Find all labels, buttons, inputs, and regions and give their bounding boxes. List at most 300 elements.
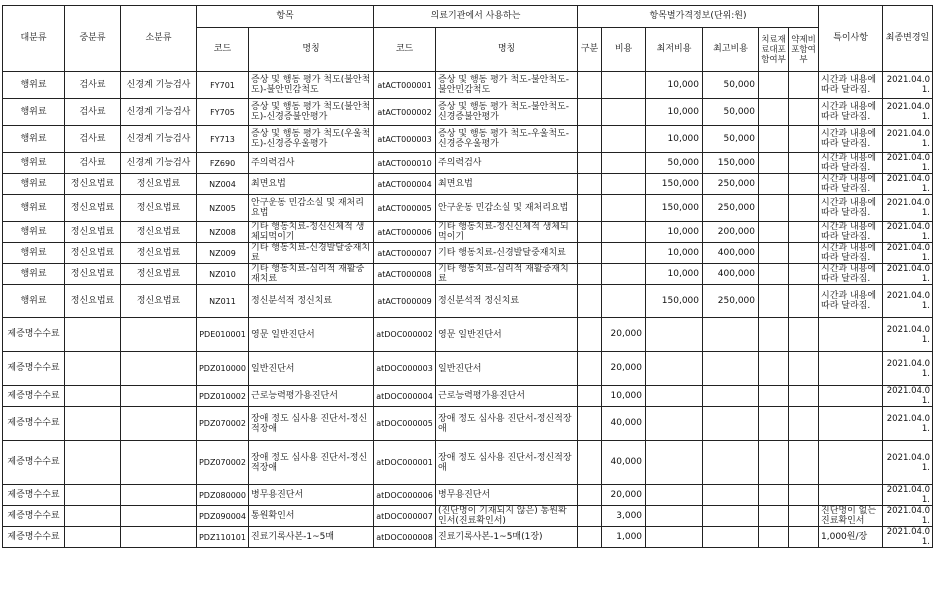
name-cell: 안구운동 민감소실 및 재처리요법 bbox=[249, 195, 374, 222]
last-modified-cell: 2021.04.01. bbox=[883, 407, 933, 441]
code-cell: NZ005 bbox=[197, 195, 249, 222]
middle-category-cell: 검사료 bbox=[65, 99, 121, 126]
name-cell: 최면요법 bbox=[249, 174, 374, 195]
code-cell: NZ010 bbox=[197, 264, 249, 285]
material-included-cell bbox=[759, 99, 789, 126]
remarks-cell: 시간과 내용에 따라 달라짐. bbox=[819, 174, 883, 195]
major-category-cell: 행위료 bbox=[3, 174, 65, 195]
max-cost-cell: 50,000 bbox=[703, 99, 759, 126]
remarks-cell: 시간과 내용에 따라 달라짐. bbox=[819, 264, 883, 285]
division-cell bbox=[578, 386, 602, 407]
inst-code-cell: atDOC000008 bbox=[374, 527, 436, 548]
drug-included-cell bbox=[789, 222, 819, 243]
material-included-cell bbox=[759, 222, 789, 243]
division-cell bbox=[578, 72, 602, 99]
table-row bbox=[3, 506, 933, 527]
max-cost-cell: 250,000 bbox=[703, 285, 759, 318]
minor-category-cell bbox=[121, 407, 197, 441]
division-cell bbox=[578, 318, 602, 352]
minor-category-cell: 정신요법료 bbox=[121, 243, 197, 264]
middle-category-cell: 정신요법료 bbox=[65, 174, 121, 195]
last-modified-cell: 2021.04.01. bbox=[883, 222, 933, 243]
inst-code-cell: atACT000002 bbox=[374, 99, 436, 126]
division-cell bbox=[578, 441, 602, 485]
inst-code-cell: atDOC000001 bbox=[374, 441, 436, 485]
header-division: 구분 bbox=[578, 28, 602, 72]
remarks-cell: 진단명이 없는 진료확인서 bbox=[819, 506, 883, 527]
min-cost-cell bbox=[646, 527, 703, 548]
table-row bbox=[3, 243, 933, 264]
last-modified-cell: 2021.04.01. bbox=[883, 506, 933, 527]
material-included-cell bbox=[759, 318, 789, 352]
material-included-cell bbox=[759, 386, 789, 407]
division-cell bbox=[578, 527, 602, 548]
major-category-cell: 행위료 bbox=[3, 285, 65, 318]
material-included-cell bbox=[759, 264, 789, 285]
drug-included-cell bbox=[789, 72, 819, 99]
inst-code-cell: atDOC000006 bbox=[374, 485, 436, 506]
remarks-cell bbox=[819, 441, 883, 485]
name-cell: 증상 및 행동 평가 척도(우울척도)-신경증우울평가 bbox=[249, 126, 374, 153]
name-cell: 기타 행동치료-정신신체적 생체되먹이기 bbox=[249, 222, 374, 243]
last-modified-cell: 2021.04.01. bbox=[883, 243, 933, 264]
code-cell: FY701 bbox=[197, 72, 249, 99]
min-cost-cell: 150,000 bbox=[646, 285, 703, 318]
inst-name-cell: 근로능력평가용진단서 bbox=[436, 386, 578, 407]
remarks-cell: 시간과 내용에 따라 달라짐. bbox=[819, 72, 883, 99]
table-row bbox=[3, 386, 933, 407]
minor-category-cell bbox=[121, 441, 197, 485]
max-cost-cell: 200,000 bbox=[703, 222, 759, 243]
header-max-cost: 최고비용 bbox=[703, 28, 759, 72]
drug-included-cell bbox=[789, 441, 819, 485]
minor-category-cell: 정신요법료 bbox=[121, 285, 197, 318]
table-row bbox=[3, 222, 933, 243]
inst-name-cell: 증상 및 행동 평가 척도-불안척도-불안민감척도 bbox=[436, 72, 578, 99]
drug-included-cell bbox=[789, 527, 819, 548]
cost-cell: 1,000 bbox=[602, 527, 646, 548]
inst-code-cell: atDOC000003 bbox=[374, 352, 436, 386]
name-cell: 일반진단서 bbox=[249, 352, 374, 386]
minor-category-cell bbox=[121, 386, 197, 407]
minor-category-cell: 신경계 기능검사 bbox=[121, 99, 197, 126]
cost-cell: 20,000 bbox=[602, 485, 646, 506]
drug-included-cell bbox=[789, 485, 819, 506]
remarks-cell: 시간과 내용에 따라 달라짐. bbox=[819, 243, 883, 264]
minor-category-cell bbox=[121, 506, 197, 527]
last-modified-cell: 2021.04.01. bbox=[883, 153, 933, 174]
minor-category-cell: 신경계 기능검사 bbox=[121, 153, 197, 174]
remarks-cell: 시간과 내용에 따라 달라짐. bbox=[819, 99, 883, 126]
division-cell bbox=[578, 485, 602, 506]
max-cost-cell bbox=[703, 506, 759, 527]
middle-category-cell: 정신요법료 bbox=[65, 285, 121, 318]
material-included-cell bbox=[759, 441, 789, 485]
minor-category-cell: 정신요법료 bbox=[121, 174, 197, 195]
major-category-cell: 행위료 bbox=[3, 264, 65, 285]
last-modified-cell: 2021.04.01. bbox=[883, 352, 933, 386]
name-cell: 기타 행동치료-신경발달중재치료 bbox=[249, 243, 374, 264]
division-cell bbox=[578, 407, 602, 441]
drug-included-cell bbox=[789, 174, 819, 195]
inst-code-cell: atACT000009 bbox=[374, 285, 436, 318]
header-cost: 비용 bbox=[602, 28, 646, 72]
inst-code-cell: atACT000006 bbox=[374, 222, 436, 243]
inst-name-cell: 기타 행동치료-신경발달중재치료 bbox=[436, 243, 578, 264]
min-cost-cell: 150,000 bbox=[646, 195, 703, 222]
table-body bbox=[3, 72, 933, 548]
material-included-cell bbox=[759, 126, 789, 153]
remarks-cell: 시간과 내용에 따라 달라짐. bbox=[819, 285, 883, 318]
remarks-cell: 시간과 내용에 따라 달라짐. bbox=[819, 153, 883, 174]
remarks-cell: 1,000원/장 bbox=[819, 527, 883, 548]
header-major-category: 대분류 bbox=[3, 6, 65, 72]
table-row bbox=[3, 174, 933, 195]
major-category-cell: 제증명수수료 bbox=[3, 441, 65, 485]
table-row bbox=[3, 72, 933, 99]
remarks-cell bbox=[819, 407, 883, 441]
max-cost-cell bbox=[703, 485, 759, 506]
inst-name-cell: 영문 일반진단서 bbox=[436, 318, 578, 352]
table-row bbox=[3, 318, 933, 352]
max-cost-cell: 50,000 bbox=[703, 126, 759, 153]
material-included-cell bbox=[759, 195, 789, 222]
header-name: 명칭 bbox=[249, 28, 374, 72]
minor-category-cell bbox=[121, 485, 197, 506]
max-cost-cell bbox=[703, 318, 759, 352]
last-modified-cell: 2021.04.01. bbox=[883, 99, 933, 126]
name-cell: 병무용진단서 bbox=[249, 485, 374, 506]
cost-cell bbox=[602, 72, 646, 99]
middle-category-cell bbox=[65, 485, 121, 506]
header-inst-code: 코드 bbox=[374, 28, 436, 72]
drug-included-cell bbox=[789, 126, 819, 153]
header-inst-name: 명칭 bbox=[436, 28, 578, 72]
name-cell: 증상 및 행동 평가 척도(불안척도)-신경증불안평가 bbox=[249, 99, 374, 126]
min-cost-cell: 10,000 bbox=[646, 99, 703, 126]
remarks-cell: 시간과 내용에 따라 달라짐. bbox=[819, 195, 883, 222]
code-cell: FZ690 bbox=[197, 153, 249, 174]
inst-code-cell: atACT000001 bbox=[374, 72, 436, 99]
inst-name-cell: 진료기록사본-1~5매(1장) bbox=[436, 527, 578, 548]
division-cell bbox=[578, 174, 602, 195]
remarks-cell: 시간과 내용에 따라 달라짐. bbox=[819, 222, 883, 243]
middle-category-cell: 검사료 bbox=[65, 153, 121, 174]
remarks-cell bbox=[819, 318, 883, 352]
inst-code-cell: atACT000010 bbox=[374, 153, 436, 174]
last-modified-cell: 2021.04.01. bbox=[883, 318, 933, 352]
code-cell: FY705 bbox=[197, 99, 249, 126]
header-last-modified: 최종변경일 bbox=[883, 6, 933, 72]
minor-category-cell: 정신요법료 bbox=[121, 195, 197, 222]
max-cost-cell: 150,000 bbox=[703, 153, 759, 174]
last-modified-cell: 2021.04.01. bbox=[883, 72, 933, 99]
last-modified-cell: 2021.04.01. bbox=[883, 285, 933, 318]
cost-cell bbox=[602, 264, 646, 285]
drug-included-cell bbox=[789, 407, 819, 441]
inst-name-cell: 주의력검사 bbox=[436, 153, 578, 174]
major-category-cell: 행위료 bbox=[3, 195, 65, 222]
header-drug-included: 약제비포함여부 bbox=[789, 28, 819, 72]
cost-cell bbox=[602, 195, 646, 222]
major-category-cell: 제증명수수료 bbox=[3, 386, 65, 407]
table-row bbox=[3, 485, 933, 506]
material-included-cell bbox=[759, 285, 789, 318]
code-cell: PDZ070002 bbox=[197, 407, 249, 441]
cost-cell: 40,000 bbox=[602, 441, 646, 485]
max-cost-cell: 50,000 bbox=[703, 72, 759, 99]
middle-category-cell: 정신요법료 bbox=[65, 222, 121, 243]
max-cost-cell bbox=[703, 527, 759, 548]
max-cost-cell bbox=[703, 352, 759, 386]
min-cost-cell bbox=[646, 485, 703, 506]
remarks-cell bbox=[819, 386, 883, 407]
inst-code-cell: atDOC000007 bbox=[374, 506, 436, 527]
last-modified-cell: 2021.04.01. bbox=[883, 264, 933, 285]
cost-cell bbox=[602, 174, 646, 195]
code-cell: PDZ010000 bbox=[197, 352, 249, 386]
middle-category-cell bbox=[65, 527, 121, 548]
minor-category-cell bbox=[121, 527, 197, 548]
major-category-cell: 제증명수수료 bbox=[3, 506, 65, 527]
cost-cell bbox=[602, 153, 646, 174]
remarks-cell bbox=[819, 485, 883, 506]
middle-category-cell: 검사료 bbox=[65, 126, 121, 153]
name-cell: 진료기록사본-1~5매 bbox=[249, 527, 374, 548]
cost-cell bbox=[602, 99, 646, 126]
major-category-cell: 행위료 bbox=[3, 222, 65, 243]
inst-name-cell: 증상 및 행동 평가 척도-우울척도-신경증우울평가 bbox=[436, 126, 578, 153]
code-cell: PDZ070002 bbox=[197, 441, 249, 485]
name-cell: 장애 정도 심사용 진단서-정신적장애 bbox=[249, 407, 374, 441]
cost-cell bbox=[602, 222, 646, 243]
name-cell: 통원확인서 bbox=[249, 506, 374, 527]
middle-category-cell bbox=[65, 386, 121, 407]
major-category-cell: 행위료 bbox=[3, 72, 65, 99]
code-cell: NZ011 bbox=[197, 285, 249, 318]
major-category-cell: 행위료 bbox=[3, 153, 65, 174]
inst-name-cell: 장애 정도 심사용 진단서-정신적장애 bbox=[436, 441, 578, 485]
inst-code-cell: atACT000008 bbox=[374, 264, 436, 285]
code-cell: PDE010001 bbox=[197, 318, 249, 352]
code-cell: PDZ010002 bbox=[197, 386, 249, 407]
last-modified-cell: 2021.04.01. bbox=[883, 386, 933, 407]
division-cell bbox=[578, 506, 602, 527]
minor-category-cell bbox=[121, 318, 197, 352]
name-cell: 근로능력평가용진단서 bbox=[249, 386, 374, 407]
table-header bbox=[3, 6, 933, 72]
inst-code-cell: atDOC000004 bbox=[374, 386, 436, 407]
min-cost-cell bbox=[646, 441, 703, 485]
drug-included-cell bbox=[789, 99, 819, 126]
header-minor-category: 소분류 bbox=[121, 6, 197, 72]
table-row bbox=[3, 441, 933, 485]
min-cost-cell bbox=[646, 506, 703, 527]
max-cost-cell bbox=[703, 407, 759, 441]
inst-name-cell: 정신분석적 정신치료 bbox=[436, 285, 578, 318]
cost-cell: 10,000 bbox=[602, 386, 646, 407]
header-price-group: 항목별가격정보(단위:원) bbox=[578, 6, 819, 28]
middle-category-cell: 정신요법료 bbox=[65, 243, 121, 264]
division-cell bbox=[578, 99, 602, 126]
middle-category-cell bbox=[65, 352, 121, 386]
last-modified-cell: 2021.04.01. bbox=[883, 441, 933, 485]
drug-included-cell bbox=[789, 264, 819, 285]
last-modified-cell: 2021.04.01. bbox=[883, 485, 933, 506]
name-cell: 장애 정도 심사용 진단서-정신적장애 bbox=[249, 441, 374, 485]
code-cell: PDZ090004 bbox=[197, 506, 249, 527]
drug-included-cell bbox=[789, 195, 819, 222]
cost-cell bbox=[602, 285, 646, 318]
middle-category-cell: 정신요법료 bbox=[65, 264, 121, 285]
cost-cell bbox=[602, 126, 646, 153]
drug-included-cell bbox=[789, 285, 819, 318]
inst-code-cell: atACT000003 bbox=[374, 126, 436, 153]
table-row bbox=[3, 527, 933, 548]
header-code: 코드 bbox=[197, 28, 249, 72]
table-row bbox=[3, 407, 933, 441]
inst-name-cell: 기타 행동치료-정신신체적 생체되먹이기 bbox=[436, 222, 578, 243]
minor-category-cell: 신경계 기능검사 bbox=[121, 126, 197, 153]
max-cost-cell bbox=[703, 386, 759, 407]
cost-cell: 20,000 bbox=[602, 352, 646, 386]
name-cell: 영문 일반진단서 bbox=[249, 318, 374, 352]
major-category-cell: 행위료 bbox=[3, 126, 65, 153]
inst-code-cell: atACT000007 bbox=[374, 243, 436, 264]
table-row bbox=[3, 352, 933, 386]
inst-code-cell: atACT000004 bbox=[374, 174, 436, 195]
header-item-group: 항목 bbox=[197, 6, 374, 28]
material-included-cell bbox=[759, 527, 789, 548]
inst-name-cell: 최면요법 bbox=[436, 174, 578, 195]
inst-name-cell: 장애 정도 심사용 진단서-정신적장애 bbox=[436, 407, 578, 441]
last-modified-cell: 2021.04.01. bbox=[883, 195, 933, 222]
inst-name-cell: (진단명이 기재되지 않은) 통원확인서(진료확인서) bbox=[436, 506, 578, 527]
middle-category-cell: 검사료 bbox=[65, 72, 121, 99]
last-modified-cell: 2021.04.01. bbox=[883, 527, 933, 548]
header-material-included: 치료재료대포함여부 bbox=[759, 28, 789, 72]
code-cell: NZ009 bbox=[197, 243, 249, 264]
minor-category-cell bbox=[121, 352, 197, 386]
inst-name-cell: 병무용진단서 bbox=[436, 485, 578, 506]
header-institution-group: 의료기관에서 사용하는 bbox=[374, 6, 578, 28]
inst-name-cell: 기타 행동치료-심리적 재활중재치료 bbox=[436, 264, 578, 285]
cost-cell: 40,000 bbox=[602, 407, 646, 441]
last-modified-cell: 2021.04.01. bbox=[883, 126, 933, 153]
name-cell: 주의력검사 bbox=[249, 153, 374, 174]
table-row bbox=[3, 99, 933, 126]
header-min-cost: 최저비용 bbox=[646, 28, 703, 72]
min-cost-cell bbox=[646, 407, 703, 441]
cost-cell bbox=[602, 243, 646, 264]
middle-category-cell bbox=[65, 441, 121, 485]
table-row bbox=[3, 195, 933, 222]
division-cell bbox=[578, 195, 602, 222]
major-category-cell: 제증명수수료 bbox=[3, 352, 65, 386]
remarks-cell bbox=[819, 352, 883, 386]
min-cost-cell: 10,000 bbox=[646, 72, 703, 99]
major-category-cell: 행위료 bbox=[3, 99, 65, 126]
min-cost-cell: 10,000 bbox=[646, 243, 703, 264]
middle-category-cell bbox=[65, 407, 121, 441]
inst-name-cell: 일반진단서 bbox=[436, 352, 578, 386]
code-cell: PDZ080000 bbox=[197, 485, 249, 506]
minor-category-cell: 정신요법료 bbox=[121, 264, 197, 285]
material-included-cell bbox=[759, 72, 789, 99]
drug-included-cell bbox=[789, 318, 819, 352]
min-cost-cell: 10,000 bbox=[646, 126, 703, 153]
inst-code-cell: atDOC000002 bbox=[374, 318, 436, 352]
last-modified-cell: 2021.04.01. bbox=[883, 174, 933, 195]
major-category-cell: 제증명수수료 bbox=[3, 318, 65, 352]
inst-code-cell: atDOC000005 bbox=[374, 407, 436, 441]
min-cost-cell bbox=[646, 352, 703, 386]
drug-included-cell bbox=[789, 506, 819, 527]
inst-code-cell: atACT000005 bbox=[374, 195, 436, 222]
major-category-cell: 제증명수수료 bbox=[3, 485, 65, 506]
min-cost-cell: 50,000 bbox=[646, 153, 703, 174]
division-cell bbox=[578, 352, 602, 386]
name-cell: 증상 및 행동 평가 척도(불안척도)-불안민감척도 bbox=[249, 72, 374, 99]
drug-included-cell bbox=[789, 386, 819, 407]
fee-table-container bbox=[2, 5, 932, 548]
division-cell bbox=[578, 126, 602, 153]
min-cost-cell: 10,000 bbox=[646, 222, 703, 243]
table-row bbox=[3, 285, 933, 318]
material-included-cell bbox=[759, 174, 789, 195]
major-category-cell: 제증명수수료 bbox=[3, 527, 65, 548]
name-cell: 정신분석적 정신치료 bbox=[249, 285, 374, 318]
remarks-cell: 시간과 내용에 따라 달라짐. bbox=[819, 126, 883, 153]
min-cost-cell bbox=[646, 386, 703, 407]
header-remarks: 특이사항 bbox=[819, 6, 883, 72]
header-middle-category: 중분류 bbox=[65, 6, 121, 72]
table-row bbox=[3, 126, 933, 153]
min-cost-cell: 10,000 bbox=[646, 264, 703, 285]
code-cell: PDZ110101 bbox=[197, 527, 249, 548]
material-included-cell bbox=[759, 153, 789, 174]
code-cell: FY713 bbox=[197, 126, 249, 153]
major-category-cell: 행위료 bbox=[3, 243, 65, 264]
inst-name-cell: 안구운동 민감소실 및 재처리요법 bbox=[436, 195, 578, 222]
max-cost-cell: 250,000 bbox=[703, 174, 759, 195]
max-cost-cell: 250,000 bbox=[703, 195, 759, 222]
middle-category-cell bbox=[65, 318, 121, 352]
middle-category-cell: 정신요법료 bbox=[65, 195, 121, 222]
cost-cell: 20,000 bbox=[602, 318, 646, 352]
minor-category-cell: 신경계 기능검사 bbox=[121, 72, 197, 99]
max-cost-cell: 400,000 bbox=[703, 264, 759, 285]
division-cell bbox=[578, 243, 602, 264]
table-row bbox=[3, 264, 933, 285]
material-included-cell bbox=[759, 485, 789, 506]
division-cell bbox=[578, 222, 602, 243]
material-included-cell bbox=[759, 243, 789, 264]
name-cell: 기타 행동치료-심리적 재활중재치료 bbox=[249, 264, 374, 285]
division-cell bbox=[578, 264, 602, 285]
code-cell: NZ004 bbox=[197, 174, 249, 195]
middle-category-cell bbox=[65, 506, 121, 527]
table-row bbox=[3, 153, 933, 174]
inst-name-cell: 증상 및 행동 평가 척도-불안척도-신경증불안평가 bbox=[436, 99, 578, 126]
material-included-cell bbox=[759, 352, 789, 386]
fee-table bbox=[2, 5, 933, 548]
major-category-cell: 제증명수수료 bbox=[3, 407, 65, 441]
minor-category-cell: 정신요법료 bbox=[121, 222, 197, 243]
drug-included-cell bbox=[789, 243, 819, 264]
drug-included-cell bbox=[789, 352, 819, 386]
min-cost-cell: 150,000 bbox=[646, 174, 703, 195]
